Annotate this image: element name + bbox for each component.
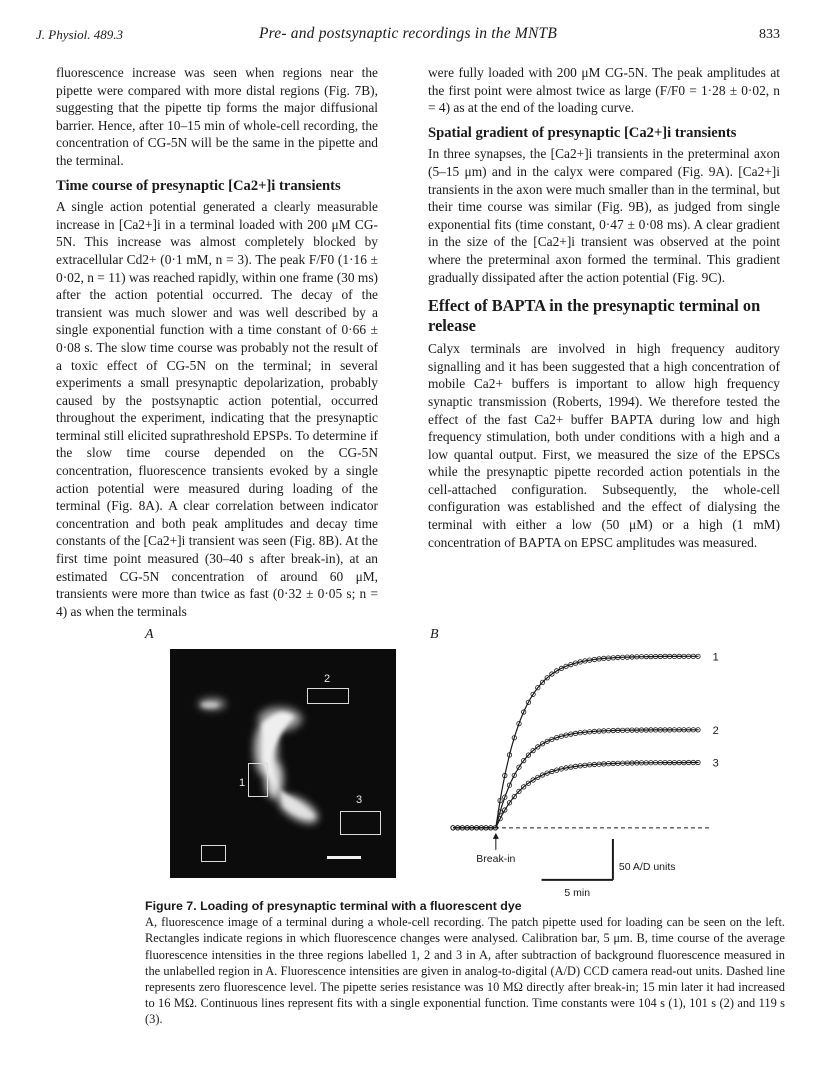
page-header [36,27,780,49]
series-label-2: 2 [712,724,719,737]
loading-plot-svg [445,636,745,899]
fit-line-3 [453,763,699,828]
roi-2-label: 2 [324,673,331,685]
fit-line-2 [453,730,699,828]
paragraph: A single action potential generated a clearly measurable increase in [Ca2+]i in a terminal loaded with 200 μM CG-5N. This increase was almost completely blocked by extracellular Cd2+ (0·1 mM, n = 3). The peak F/F0 (1·16 ± 0·02, n = 11) was reached rapidly, within one frame (30 ms) after the action potential occurred. The decay of the transient was much slower and was well described by a single exponential function with a time constant of 0·66 ± 0·08 s. The slow time course was probably not the result of a toxic effect of CG-5N on the terminal; in several experiments a small presynaptic depolarization, probably caused by the postsynaptic action potential, occurred throughout the experiment, indicating that the presynaptic terminal still elicited suprathreshold EPSPs. To determine if the slow time course depended on the CG-5N concentration, fluorescence transients evoked by a single action potential were measured during loading of the terminal (Fig. 8A). A clear correlation between indicator concentration and both peak amplitudes and decay time constants of the [Ca2+]i transient was seen (Fig. 8B). At the first time point measured (30–40 s after break-in), at an estimated CG-5N concentration of around 60 μM, transients were more than twice as fast (0·32 ± 0·05 s; n = 4) as when the terminals [56,199,378,619]
roi-1-rect [248,763,268,797]
panel-b-label: B [430,627,439,642]
series-label-3: 3 [712,757,719,770]
paragraph: were fully loaded with 200 μM CG-5N. The peak amplitudes at the first point were almost twice as large (F/F0 = 1·28 ± 0·02, n = 4) as at the end of the loading curve. [428,65,780,116]
panel-a-label: A [145,627,154,642]
right-column [428,64,780,551]
paragraph: Calyx terminals are involved in high frequency auditory signalling and it has been suggested that a high concentration of mobile Ca2+ buffers is important to allow high frequency synaptic transmission (Roberts, 1994). We therefore tested the effect of the fast Ca2+ buffer BAPTA during low and high frequency stimulation, both under conditions with a high and a low quantal output. First, we measured the size of the EPSCs while the presynaptic pipette recorded action potentials in the cell-attached configuration. Subsequently, the whole-cell configuration was established and the effect of dialysing the terminal with either a low (50 μM) or a high (1 mM) concentration of BAPTA on EPSC amplitudes was measured. [428,341,780,550]
figure-caption [145,898,785,1028]
running-title: Pre- and postsynaptic recordings in the MNTB [258,25,558,42]
fluorescence-image [170,649,396,878]
background-roi-rect [201,845,226,862]
break-in-arrow [493,833,499,850]
caption-title: Figure 7. Loading of presynaptic terminal with a fluorescent dye [145,899,522,913]
roi-2-rect [307,688,349,704]
journal-name: J. Physiol. 489.3 [36,27,124,42]
paragraph: fluorescence increase was seen when regions near the pipette were compared with more distal regions (Fig. 7B), suggesting that the pipette tip forms the major diffusional barrier. Hence, after 10–15 min of whole-cell recording, the concentration of CG-5N will be the same in the pipette and the terminal. [56,65,378,168]
section-heading: Spatial gradient of presynaptic [Ca2+]i transients [428,124,737,141]
left-column [56,64,378,620]
scale-y-label: 50 A/D units [618,860,676,873]
loading-plot [445,636,745,899]
roi-3-label: 3 [356,794,363,806]
calibration-bar [327,856,361,859]
scale-bar [542,839,613,880]
roi-3-rect [340,811,381,835]
scale-x-label: 5 min [564,886,591,899]
section-heading: Time course of presynaptic [Ca2+]i transients [56,177,341,194]
roi-1-label: 1 [239,777,246,789]
paragraph: In three synapses, the [Ca2+]i transients in the preterminal axon (5–15 μm) and in the calyx were compared (Fig. 9A). [Ca2+]i transients in the axon were much smaller than in the terminal, but their time course was similar (Fig. 9B), as judged from single exponential fits (time constant, 0·47 ± 0·08 ms). A clear gradient in the size of the [Ca2+]i transient was observed at the point where the preterminal axon formed the terminal. This gradient gradually dissipated after the action potential (Fig. 9C). [428,146,780,285]
break-in-label: Break-in [476,852,516,865]
fluorescence-image-svg [170,649,396,878]
series-group [451,651,719,830]
page-number: 833 [759,27,780,42]
section-heading: Effect of BAPTA in the presynaptic terminal on release [428,296,761,336]
caption-text: A, fluorescence image of a terminal during a whole-cell recording. The patch pipette used for loading can be seen on the left. Rectangles indicate regions in which fluorescence changes were analysed. Calibration bar, 5 μm. B, time course of the average fluorescence intensities in the three regions labelled 1, 2 and 3 in A, after subtraction of background fluorescence measured in the unlabelled region in A. Fluorescence intensities are given in analog-to-digital (A/D) CCD camera read-out units. Dashed line represents zero fluorescence level. The pipette series resistance was 10 MΩ directly after break-in; 15 min later it had increased to 16 MΩ. Continuous lines represent fits with a single exponential function. Time constants were 104 s (1), 101 s (2) and 119 s (3). [145,915,785,1027]
fit-line-1 [453,656,699,828]
series-label-1: 1 [712,651,719,664]
